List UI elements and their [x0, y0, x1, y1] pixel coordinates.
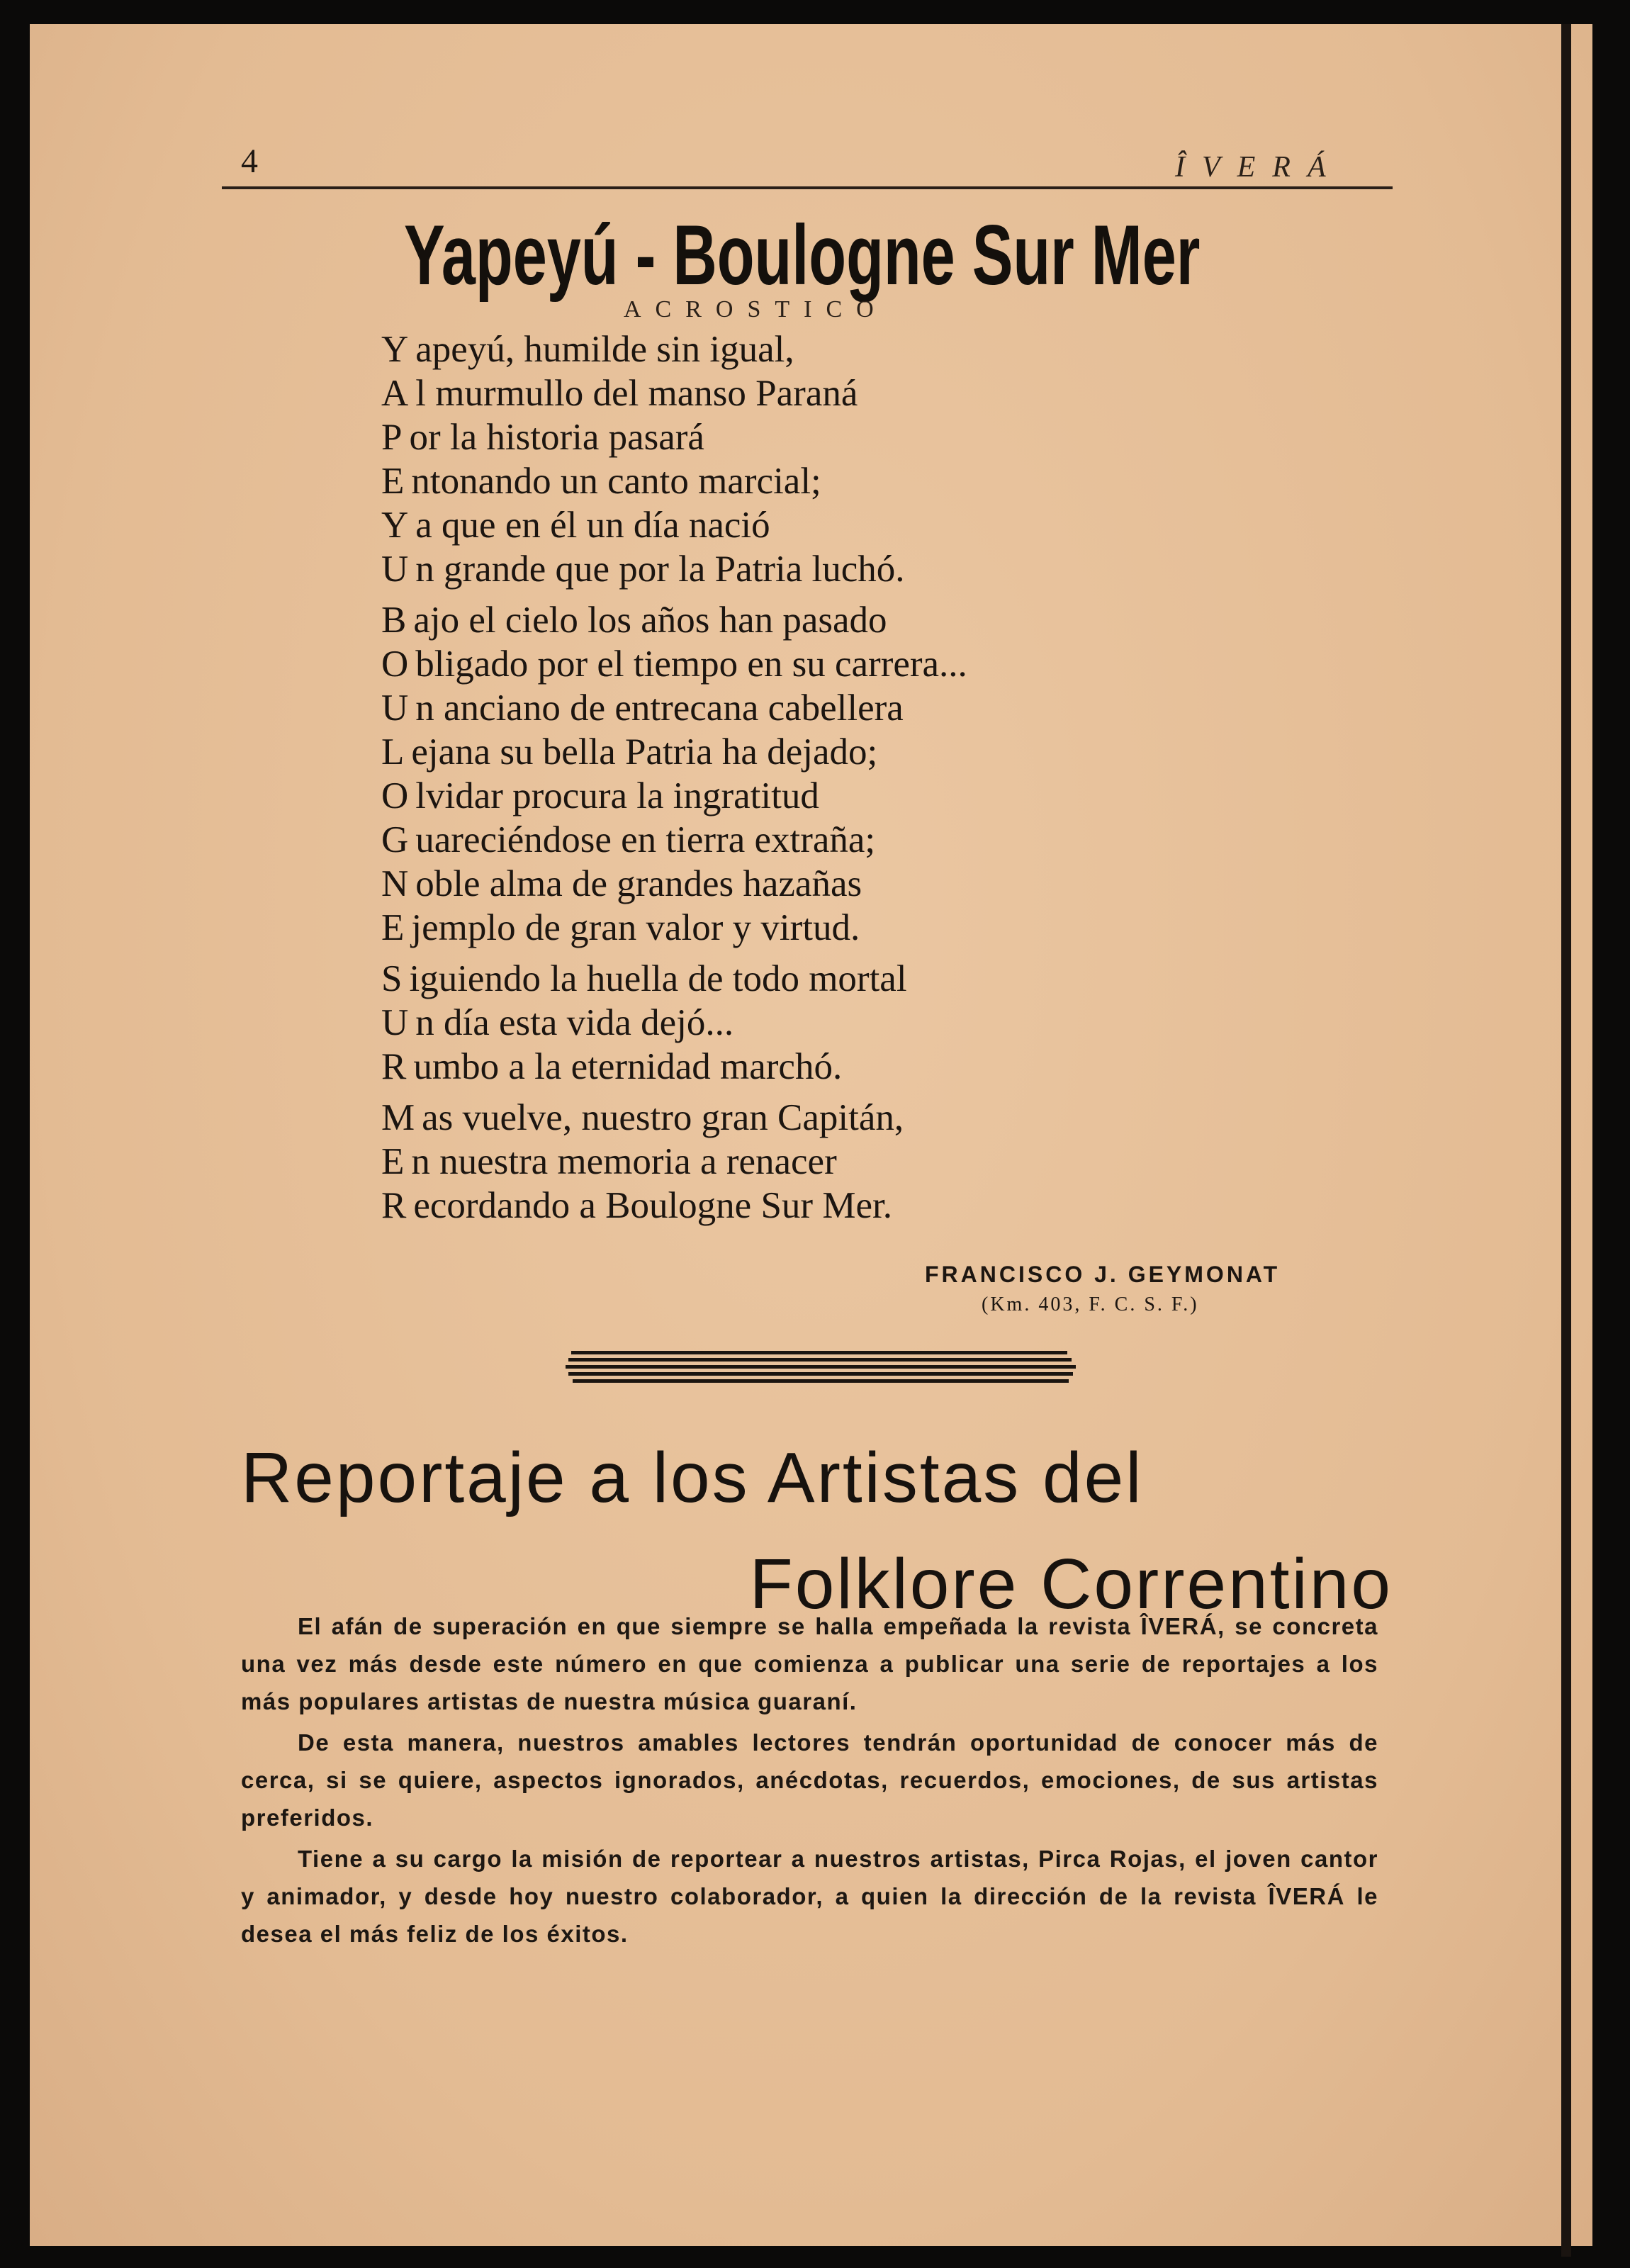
acrostic-initial: P [381, 417, 403, 458]
poem-body [381, 327, 967, 1235]
acrostic-initial: U [381, 549, 409, 590]
poem-line-text: ajo el cielo los años han pasado [413, 600, 887, 641]
poem-line-text: n día esta vida dejó... [415, 1002, 734, 1043]
poem-line-text: apeyú, humilde sin igual, [415, 329, 794, 370]
acrostic-initial: R [381, 1046, 407, 1087]
poem-line [381, 957, 967, 1001]
acrostic-initial: O [381, 644, 409, 685]
poem-line-text: a que en él un día nació [415, 505, 770, 546]
acrostic-initial: A [381, 373, 409, 414]
poem-line [381, 906, 967, 950]
poem-stanza [381, 957, 967, 1089]
poem-line [381, 1096, 967, 1140]
poem-line-text: ejana su bella Patria ha dejado; [411, 731, 878, 773]
poem-line [381, 327, 967, 371]
poem-title: Yapeyú - Boulogne Sur Mer [404, 208, 1201, 303]
poem-line-text: as vuelve, nuestro gran Capitán, [422, 1097, 904, 1138]
acrostic-initial: U [381, 687, 409, 729]
poem-line [381, 598, 967, 642]
header-rule [222, 186, 1393, 189]
poem-line-text: l murmullo del manso Paraná [415, 373, 858, 414]
poem-line [381, 862, 967, 906]
acrostic-initial: B [381, 600, 407, 641]
article-paragraph: El afán de superación en que siempre se halla empeñada la revista ÎVERÁ, se concreta una vez más desde este número en que comienza a publicar una serie de reportajes a los más populares artistas de nuestra música guaraní. [241, 1613, 1378, 1714]
poem-line-text: n grande que por la Patria luchó. [415, 549, 905, 590]
poem-line-text: n nuestra memoria a renacer [411, 1141, 837, 1182]
poem-stanza [381, 327, 967, 591]
article-title-line-1: Reportaje a los Artistas del [241, 1438, 1144, 1517]
poem-line-text: n anciano de entrecana cabellera [415, 687, 904, 729]
acrostic-initial: U [381, 1002, 409, 1043]
poem-line [381, 642, 967, 686]
poem-author-location: (Km. 403, F. C. S. F.) [982, 1293, 1199, 1315]
acrostic-initial: R [381, 1185, 407, 1226]
poem-line [381, 1001, 967, 1045]
article-body [241, 1607, 1378, 1956]
article-paragraph: De esta manera, nuestros amables lectores tendrán oportunidad de conocer más de cerca, si se quiere, aspectos ignorados, anécdotas, recuerdos, emociones, de sus artistas preferidos. [241, 1729, 1378, 1831]
poem-line-text: oble alma de grandes hazañas [415, 863, 862, 904]
poem-line-text: jemplo de gran valor y virtud. [411, 907, 860, 948]
article-title [241, 1425, 1393, 1637]
poem-line-text: ntonando un canto marcial; [411, 461, 821, 502]
poem-line [381, 503, 967, 547]
acrostic-initial: Y [381, 505, 409, 546]
acrostic-initial: Y [381, 329, 409, 370]
acrostic-initial: G [381, 819, 409, 860]
acrostic-initial: E [381, 907, 405, 948]
poem-line-text: lvidar procura la ingratitud [415, 775, 819, 816]
poem-line-text: umbo a la eternidad marchó. [413, 1046, 843, 1087]
poem-line [381, 459, 967, 503]
poem-line [381, 1184, 967, 1228]
acrostic-initial: M [381, 1097, 415, 1138]
poem-subtitle: ACROSTICO [624, 296, 888, 322]
poem-line [381, 818, 967, 862]
poem-line [381, 730, 967, 774]
poem-line [381, 415, 967, 459]
section-divider [566, 1345, 1079, 1388]
binding-edge [1561, 24, 1571, 2257]
publication-name: ÎVERÁ [1175, 151, 1343, 184]
acrostic-initial: O [381, 775, 409, 816]
poem-line-text: iguiendo la huella de todo mortal [409, 958, 907, 999]
poem-line-text: uareciéndose en tierra extraña; [415, 819, 876, 860]
poem-stanza [381, 1096, 967, 1228]
poem-line-text: or la historia pasará [409, 417, 704, 458]
poem-line [381, 371, 967, 415]
poem-line [381, 774, 967, 818]
page-number: 4 [241, 142, 258, 180]
poem-line [381, 1140, 967, 1184]
poem-author: FRANCISCO J. GEYMONAT [925, 1262, 1281, 1287]
acrostic-initial: L [381, 731, 405, 773]
poem-line-text: ecordando a Boulogne Sur Mer. [413, 1185, 892, 1226]
poem-line [381, 1045, 967, 1089]
acrostic-initial: S [381, 958, 403, 999]
acrostic-initial: E [381, 461, 405, 502]
poem-line-text: bligado por el tiempo en su carrera... [415, 644, 967, 685]
article-paragraph: Tiene a su cargo la misión de reportear a nuestros artistas, Pirca Rojas, el joven cantor y animador, y desde hoy nuestro colaborador, a quien la dirección de la revista ÎVERÁ le desea el más feliz de los éxitos. [241, 1846, 1378, 1947]
poem-line [381, 547, 967, 591]
acrostic-initial: E [381, 1141, 405, 1182]
acrostic-initial: N [381, 863, 409, 904]
article-title-line-2: Folklore Correntino [749, 1544, 1393, 1624]
poem-stanza [381, 598, 967, 950]
poem-line [381, 686, 967, 730]
